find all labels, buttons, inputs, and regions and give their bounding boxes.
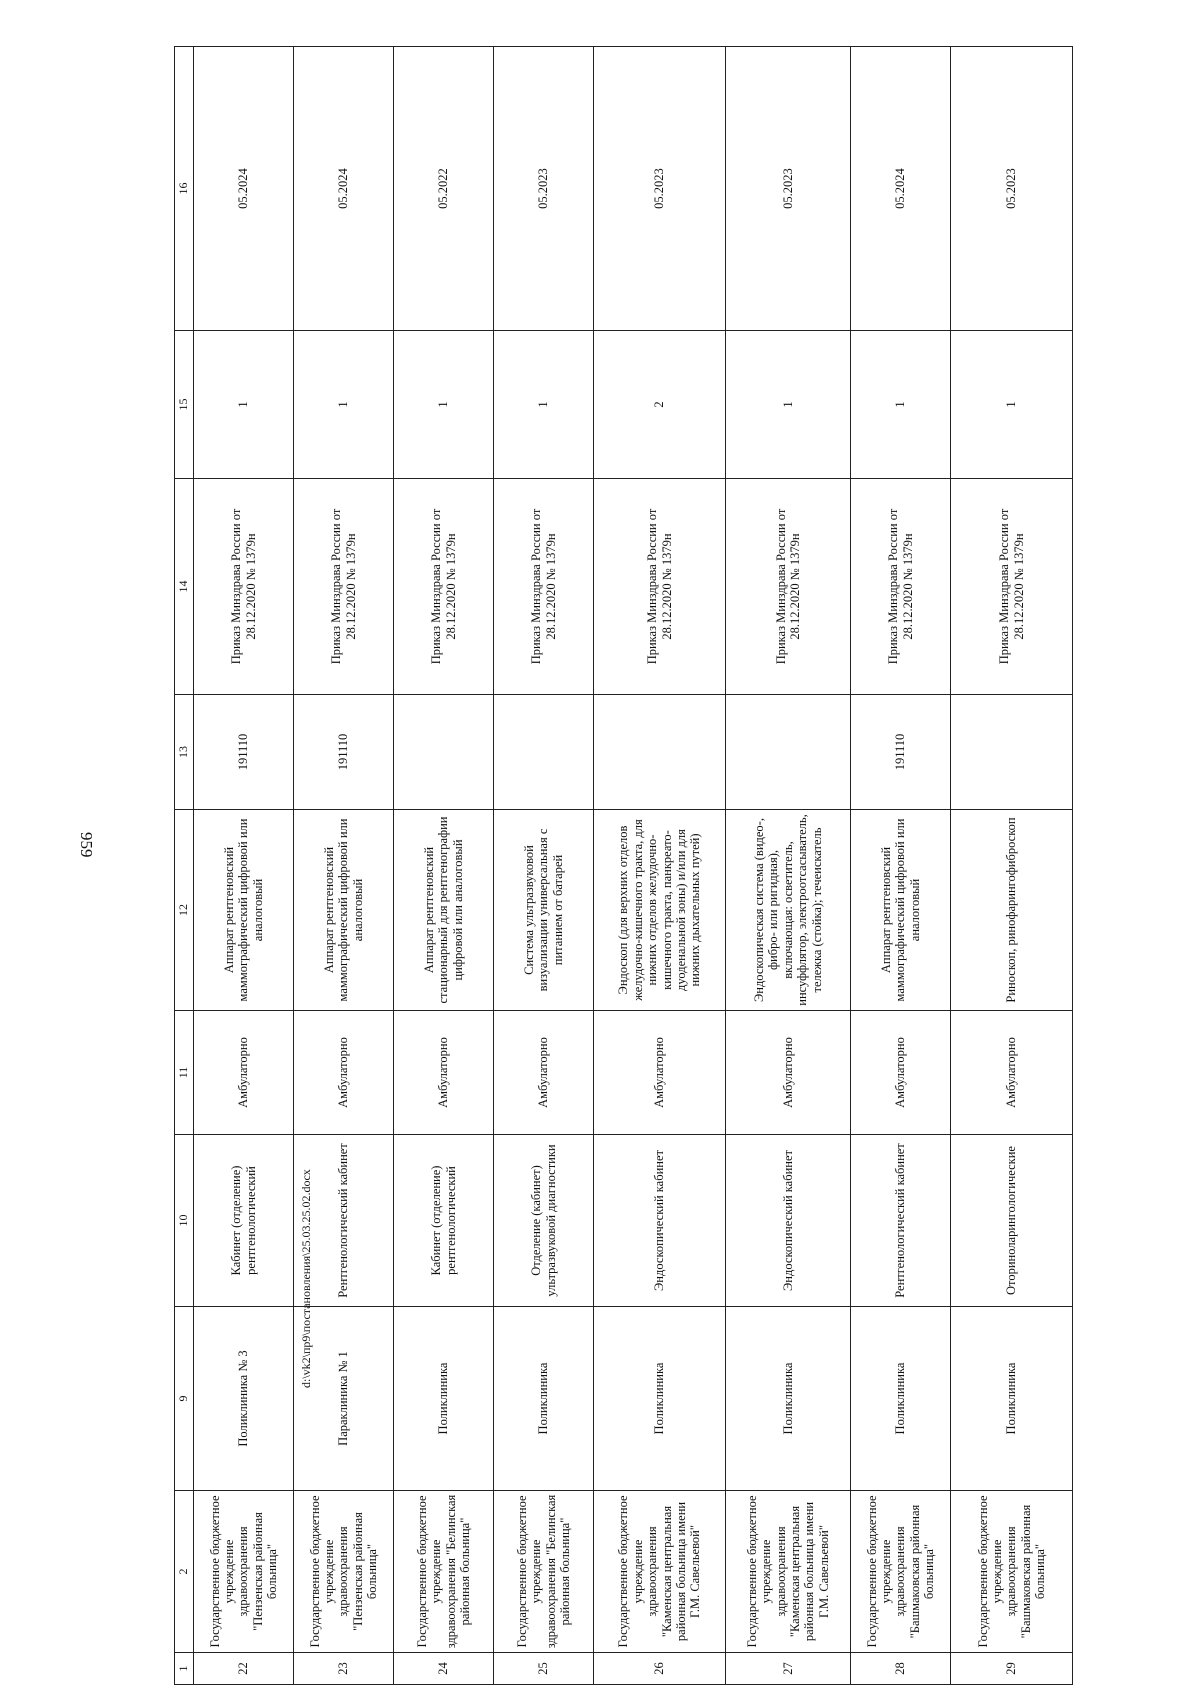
row-number: 25 (494, 1653, 594, 1685)
table-row (726, 47, 851, 1685)
standard-order: Приказ Минздрава России от 28.12.2020 № 1379н (851, 479, 951, 695)
quantity: 1 (194, 331, 294, 479)
column-number-header: 15 (175, 331, 194, 479)
care-mode: Амбулаторно (726, 1011, 851, 1135)
equipment-code: 191110 (294, 695, 394, 810)
column-number-header: 13 (175, 695, 194, 810)
file-path: d:\vk2\пр9\постановления\25.03.25.02.docx (299, 1169, 313, 1388)
department: Поликлиника (851, 1307, 951, 1491)
quantity: 2 (594, 331, 726, 479)
page-number: 959 (77, 832, 96, 858)
table-row (194, 47, 294, 1685)
organization-name: Государственное бюджетное учреждение здравоохранения "Пензенская районная больница" (194, 1491, 294, 1653)
equipment-code: 191110 (851, 695, 951, 810)
care-mode: Амбулаторно (494, 1011, 594, 1135)
table-row (294, 47, 394, 1685)
row-number: 28 (851, 1653, 951, 1685)
cabinet-name: Рентгенологический кабинет (851, 1135, 951, 1307)
equipment-name: Аппарат рентгеновский маммографический цифровой или аналоговый (294, 810, 394, 1011)
cabinet-name: Эндоскопический кабинет (726, 1135, 851, 1307)
table-row (494, 47, 594, 1685)
column-number-header: 16 (175, 47, 194, 331)
care-mode: Амбулаторно (851, 1011, 951, 1135)
row-number: 22 (194, 1653, 294, 1685)
equipment-name: Аппарат рентгеновский стационарный для рентгенографии цифровой или аналоговый (394, 810, 494, 1011)
equipment-name: Риноскоп, ринофарингофиброскоп (951, 810, 1073, 1011)
standard-order: Приказ Минздрава России от 28.12.2020 № 1379н (294, 479, 394, 695)
row-number: 24 (394, 1653, 494, 1685)
organization-name: Государственное бюджетное учреждение здравоохранения "Башмаковская районная больница" (851, 1491, 951, 1653)
organization-name: Государственное бюджетное учреждение здравоохранения "Белинская районная больница" (394, 1491, 494, 1653)
cabinet-name: Кабинет (отделение) рентгенологический (194, 1135, 294, 1307)
organization-name: Государственное бюджетное учреждение здравоохранения "Пензенская районная больница" (294, 1491, 394, 1653)
standard-order: Приказ Минздрава России от 28.12.2020 № 1379н (726, 479, 851, 695)
organization-name: Государственное бюджетное учреждение здравоохранения "Каменская центральная районная больница имени Г.М. Савельевой" (594, 1491, 726, 1653)
row-number: 29 (951, 1653, 1073, 1685)
column-number-header: 12 (175, 810, 194, 1011)
standard-order: Приказ Минздрава России от 28.12.2020 № 1379н (494, 479, 594, 695)
organization-name: Государственное бюджетное учреждение здравоохранения "Каменская центральная районная больница имени Г.М. Савельевой" (726, 1491, 851, 1653)
equipment-table (174, 46, 1073, 1685)
equipment-code (394, 695, 494, 810)
column-number-header: 2 (175, 1491, 194, 1653)
equipment-code (951, 695, 1073, 810)
equipment-name: Система ультразвуковой визуализации универсальная с питанием от батарей (494, 810, 594, 1011)
delivery-date: 05.2024 (194, 47, 294, 331)
department: Поликлиника № 3 (194, 1307, 294, 1491)
quantity: 1 (851, 331, 951, 479)
cabinet-name: Эндоскопический кабинет (594, 1135, 726, 1307)
department: Поликлиника (951, 1307, 1073, 1491)
table-row (951, 47, 1073, 1685)
delivery-date: 05.2024 (294, 47, 394, 331)
equipment-code: 191110 (194, 695, 294, 810)
quantity: 1 (726, 331, 851, 479)
standard-order: Приказ Минздрава России от 28.12.2020 № 1379н (394, 479, 494, 695)
care-mode: Амбулаторно (394, 1011, 494, 1135)
equipment-name: Эндоскоп (для верхних отделов желудочно-кишечного тракта, для нижних отделов желудочно-кишечного тракта, панкреато-дуоденальной зоны) и/или для нижних дыхательных путей) (594, 810, 726, 1011)
equipment-code (594, 695, 726, 810)
row-number: 23 (294, 1653, 394, 1685)
equipment-table-container (174, 47, 1048, 1685)
department: Параклиника № 1 (294, 1307, 394, 1491)
column-number-header: 14 (175, 479, 194, 695)
cabinet-name: Отделение (кабинет) ультразвуковой диагностики (494, 1135, 594, 1307)
equipment-code (494, 695, 594, 810)
care-mode: Амбулаторно (594, 1011, 726, 1135)
table-row (594, 47, 726, 1685)
standard-order: Приказ Минздрава России от 28.12.2020 № 1379н (194, 479, 294, 695)
standard-order: Приказ Минздрава России от 28.12.2020 № 1379н (594, 479, 726, 695)
equipment-name: Аппарат рентгеновский маммографический цифровой или аналоговый (851, 810, 951, 1011)
standard-order: Приказ Минздрава России от 28.12.2020 № 1379н (951, 479, 1073, 695)
organization-name: Государственное бюджетное учреждение здравоохранения "Белинская районная больница" (494, 1491, 594, 1653)
delivery-date: 05.2024 (851, 47, 951, 331)
department: Поликлиника (494, 1307, 594, 1491)
care-mode: Амбулаторно (294, 1011, 394, 1135)
equipment-code (726, 695, 851, 810)
equipment-name: Эндоскопическая система (видео-, фибро- или ригидная), включающая: осветитель, инсуффлятор, электроотсасыватель, тележка (стойка); течеискатель (726, 810, 851, 1011)
column-number-header: 9 (175, 1307, 194, 1491)
column-number-header: 11 (175, 1011, 194, 1135)
quantity: 1 (494, 331, 594, 479)
organization-name: Государственное бюджетное учреждение здравоохранения "Башмаковская районная больница" (951, 1491, 1073, 1653)
delivery-date: 05.2023 (951, 47, 1073, 331)
column-number-header: 1 (175, 1653, 194, 1685)
row-number: 27 (726, 1653, 851, 1685)
cabinet-name: Кабинет (отделение) рентгенологический (394, 1135, 494, 1307)
quantity: 1 (394, 331, 494, 479)
delivery-date: 05.2023 (726, 47, 851, 331)
department: Поликлиника (726, 1307, 851, 1491)
cabinet-name: Рентгенологический кабинет (294, 1135, 394, 1307)
care-mode: Амбулаторно (951, 1011, 1073, 1135)
delivery-date: 05.2023 (494, 47, 594, 331)
delivery-date: 05.2022 (394, 47, 494, 331)
column-number-header: 10 (175, 1135, 194, 1307)
cabinet-name: Оториноларингологические (951, 1135, 1073, 1307)
delivery-date: 05.2023 (594, 47, 726, 331)
quantity: 1 (294, 331, 394, 479)
equipment-name: Аппарат рентгеновский маммографический цифровой или аналоговый (194, 810, 294, 1011)
quantity: 1 (951, 331, 1073, 479)
department: Поликлиника (594, 1307, 726, 1491)
row-number: 26 (594, 1653, 726, 1685)
table-row (851, 47, 951, 1685)
care-mode: Амбулаторно (194, 1011, 294, 1135)
table-row (394, 47, 494, 1685)
table-header-row (175, 47, 194, 1685)
department: Поликлиника (394, 1307, 494, 1491)
